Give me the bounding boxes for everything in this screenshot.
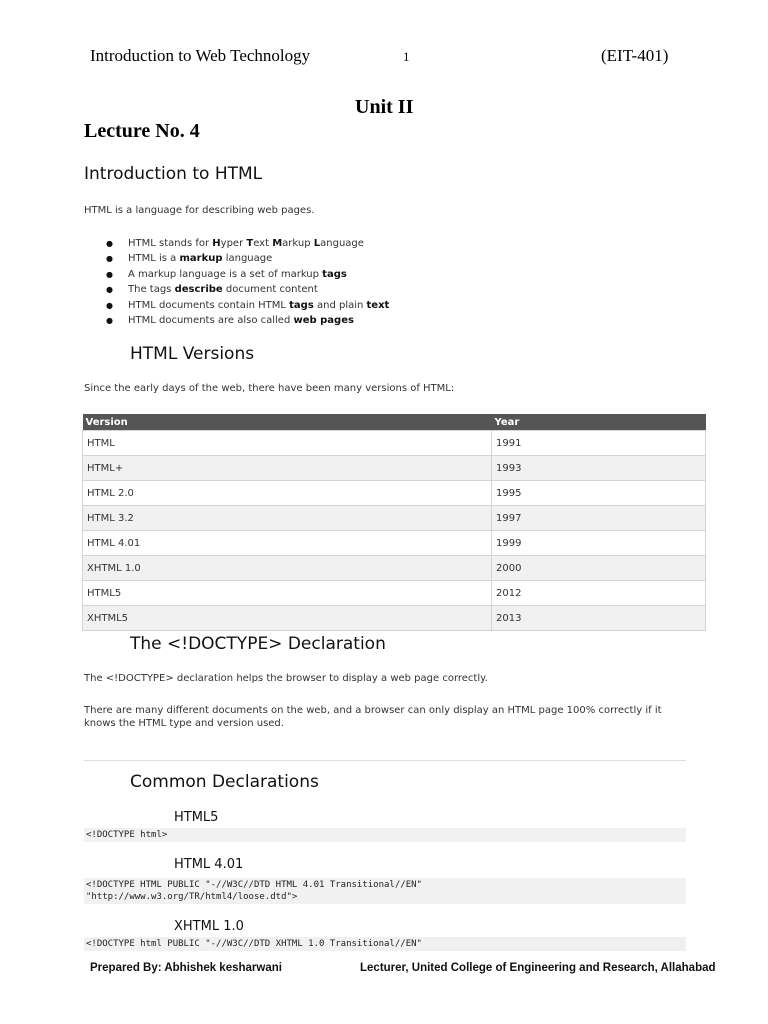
year-cell: 1999 — [492, 531, 706, 556]
text: ext — [253, 238, 273, 249]
text: document content — [222, 284, 318, 296]
text: arkup — [282, 238, 314, 249]
footer-author: Prepared By: Abhishek kesharwani — [90, 962, 282, 974]
intro-heading: Introduction to HTML — [84, 164, 263, 184]
text: The tags — [128, 284, 175, 296]
table-row — [83, 606, 706, 631]
header-page-number: 1 — [403, 49, 410, 64]
text: language — [222, 253, 273, 265]
table-row — [83, 531, 706, 556]
bold-text: tags — [322, 268, 347, 280]
bold-text: M — [272, 238, 283, 249]
version-cell: XHTML5 — [83, 606, 492, 631]
header-course-title: Introduction to Web Technology — [90, 46, 311, 65]
versions-heading: HTML Versions — [130, 344, 255, 364]
doctype-heading: The <!DOCTYPE> Declaration — [130, 634, 386, 654]
text: yper — [220, 238, 247, 249]
version-cell: XHTML 1.0 — [83, 556, 492, 581]
bold-text: H — [212, 238, 221, 249]
intro-bullet-list — [84, 236, 389, 328]
html5-label: HTML5 — [174, 810, 219, 825]
bold-text: T — [246, 238, 254, 249]
text: HTML stands for — [128, 238, 213, 249]
text: and plain — [313, 299, 367, 311]
bold-text: text — [366, 299, 390, 311]
doctype-paragraph-2: There are many different documents on the web, and a browser can only display an HTML page 100% correctly if it knows the HTML type and version used. — [84, 705, 662, 729]
year-cell: 1991 — [492, 431, 706, 456]
table-row — [83, 506, 706, 531]
column-header-year: Year — [492, 414, 706, 431]
bold-text: describe — [174, 284, 223, 296]
text: anguage — [320, 238, 364, 249]
table-header-row — [83, 414, 706, 431]
version-cell: HTML 2.0 — [83, 481, 492, 506]
intro-paragraph: HTML is a language for describing web pages. — [84, 205, 315, 216]
year-cell: 2012 — [492, 581, 706, 606]
html401-code-block: <!DOCTYPE HTML PUBLIC "-//W3C//DTD HTML 4.01 Transitional//EN" "http://www.w3.org/TR/html4/loose.dtd"> — [84, 878, 686, 904]
lecture-title: Lecture No. 4 — [84, 120, 200, 142]
bold-text: web pages — [293, 315, 354, 327]
version-cell: HTML+ — [83, 456, 492, 481]
version-cell: HTML 4.01 — [83, 531, 492, 556]
text: HTML is a — [128, 253, 180, 265]
versions-table — [82, 414, 706, 631]
list-item — [128, 313, 389, 328]
version-cell: HTML 3.2 — [83, 506, 492, 531]
bold-text: L — [313, 238, 321, 249]
section-divider — [84, 760, 686, 761]
table-row — [83, 431, 706, 456]
year-cell: 1995 — [492, 481, 706, 506]
text: HTML documents are also called — [128, 315, 294, 327]
xhtml-code-block: <!DOCTYPE html PUBLIC "-//W3C//DTD XHTML 1.0 Transitional//EN" — [84, 937, 686, 951]
doctype-paragraph-1: The <!DOCTYPE> declaration helps the browser to display a web page correctly. — [84, 673, 488, 684]
unit-title: Unit II — [355, 96, 414, 118]
year-cell: 2000 — [492, 556, 706, 581]
html5-code-block: <!DOCTYPE html> — [84, 828, 686, 842]
year-cell: 1993 — [492, 456, 706, 481]
bold-text: markup — [179, 253, 223, 265]
list-item — [128, 236, 389, 251]
table-row — [83, 481, 706, 506]
table-row — [83, 556, 706, 581]
version-cell: HTML5 — [83, 581, 492, 606]
list-item — [128, 298, 389, 313]
xhtml-label: XHTML 1.0 — [174, 919, 244, 934]
year-cell: 2013 — [492, 606, 706, 631]
version-cell: HTML — [83, 431, 492, 456]
versions-paragraph: Since the early days of the web, there have been many versions of HTML: — [84, 383, 455, 394]
html401-label: HTML 4.01 — [174, 857, 244, 872]
common-declarations-heading: Common Declarations — [130, 772, 319, 792]
table-row — [83, 456, 706, 481]
column-header-version: Version — [83, 414, 492, 431]
list-item — [128, 282, 389, 297]
text: HTML documents contain HTML — [128, 299, 290, 311]
footer-affiliation: Lecturer, United College of Engineering and Research, Allahabad — [360, 962, 716, 974]
list-item — [128, 267, 389, 282]
list-item — [128, 251, 389, 266]
year-cell: 1997 — [492, 506, 706, 531]
bold-text: tags — [289, 299, 314, 311]
text: A markup language is a set of markup — [128, 268, 323, 280]
header-course-code: (EIT-401) — [601, 46, 669, 65]
table-row — [83, 581, 706, 606]
